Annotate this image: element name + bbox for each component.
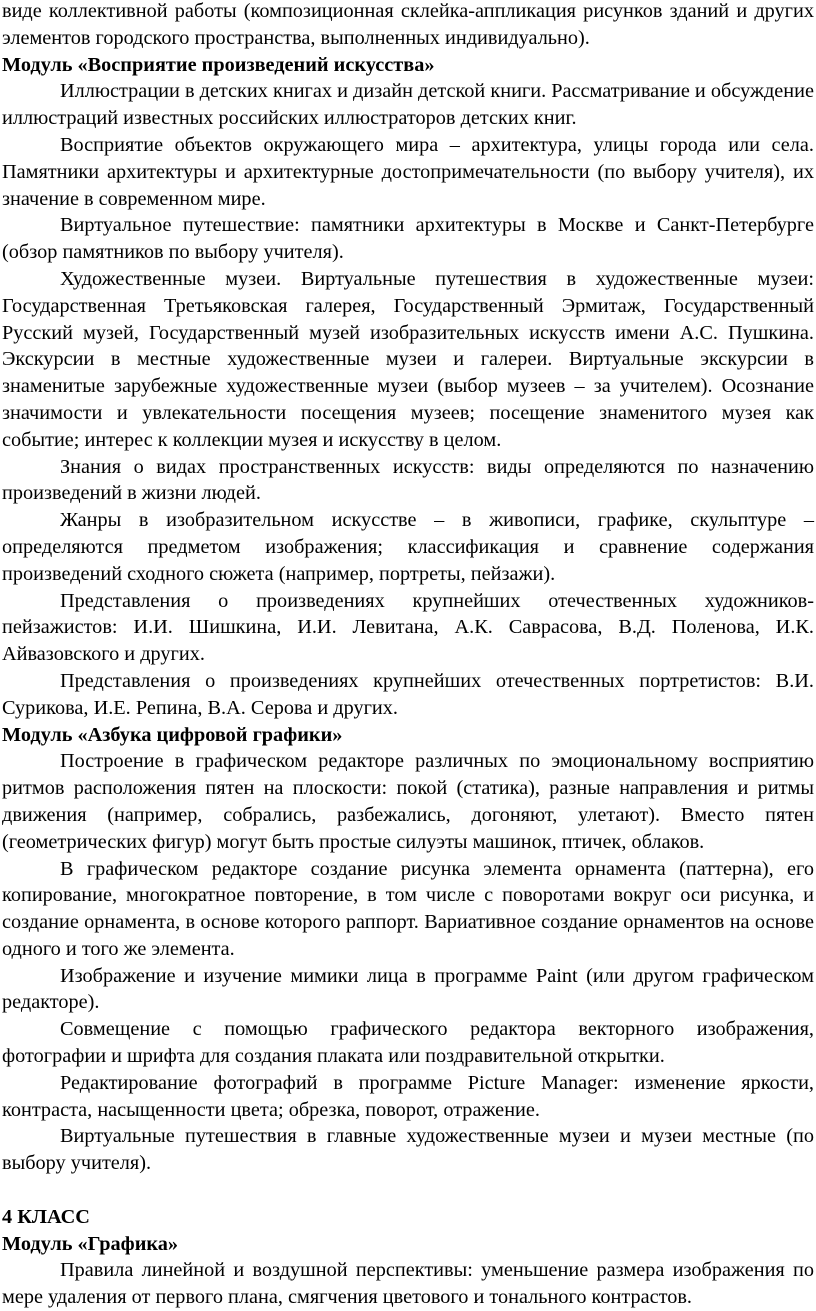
paragraph: В графическом редакторе создание рисунка элемента орнамента (паттерна), его копирование, многократное повторение, в том числе с поворотами вокруг оси рисунка, и создание орнамента, в основе которого раппорт. Вариативное создание орнаментов на основе одного и того же элемента.	[2, 857, 814, 960]
paragraph: Жанры в изобразительном искусстве – в живописи, графике, скульптуре – определяются предметом изображения; классификация и сравнение содержания произведений сходного сюжета (например, портреты, пейзажи).	[2, 509, 814, 585]
paragraph: Правила линейной и воздушной перспективы: уменьшение размера изображения по мере удаления от первого плана, смягчения цветового и тонального контрастов.	[2, 1259, 814, 1309]
paragraph: Редактирование фотографий в программе Picture Manager: изменение яркости, контраста, насыщенности цвета; обрезка, поворот, отражение.	[2, 1071, 814, 1121]
paragraph: Иллюстрации в детских книгах и дизайн детской книги. Рассматривание и обсуждение иллюстраций известных российских иллюстраторов детских книг.	[2, 80, 814, 130]
paragraph: Построение в графическом редакторе различных по эмоциональному восприятию ритмов расположения пятен на плоскости: покой (статика), разные направления и ритмы движения (например, собрались, разбежались, догоняют, улетают). Вместо пятен (геометрических фигур) могут быть простые силуэты машинок, птичек, облаков.	[2, 750, 814, 853]
paragraph: Изображение и изучение мимики лица в программе Paint (или другом графическом редакторе).	[2, 964, 814, 1014]
paragraph: Представления о произведениях крупнейших отечественных портретистов: В.И. Сурикова, И.Е. Репина, В.А. Серова и других.	[2, 669, 814, 719]
paragraph-continuation: виде коллективной работы (композиционная склейка-аппликация рисунков зданий и других элементов городского пространства, выполненных индивидуально).	[2, 0, 814, 49]
grade-heading: 4 КЛАСС	[2, 1205, 90, 1228]
document-body	[2, 0, 814, 1311]
paragraph: Совмещение с помощью графического редактора векторного изображения, фотографии и шрифта для создания плаката или поздравительной открытки.	[2, 1018, 814, 1068]
module-heading-graphics: Модуль «Графика»	[2, 1232, 179, 1255]
module-heading-digital-graphics: Модуль «Азбука цифровой графики»	[2, 723, 343, 746]
blank-line	[2, 1177, 814, 1204]
paragraph: Знания о видах пространственных искусств: виды определяются по назначению произведений в жизни людей.	[2, 455, 814, 505]
paragraph: Виртуальные путешествия в главные художественные музеи и музеи местные (по выбору учителя).	[2, 1125, 814, 1175]
module-heading-perception: Модуль «Восприятие произведений искусства»	[2, 53, 435, 76]
paragraph: Художественные музеи. Виртуальные путешествия в художественные музеи: Государственная Третьяковская галерея, Государственный Эрмитаж, Государственный Русский музей, Государственный музей изобразительных искусств имени А.С. Пушкина. Экскурсии в местные художественные музеи и галереи. Виртуальные экскурсии в знаменитые зарубежные художественные музеи (выбор музеев – за учителем). Осознание значимости и увлекательности посещения музеев; посещение знаменитого музея как событие; интерес к коллекции музея и искусству в целом.	[2, 267, 814, 451]
paragraph: Представления о произведениях крупнейших отечественных художников-пейзажистов: И.И. Шишкина, И.И. Левитана, А.К. Саврасова, В.Д. Поленова, И.К. Айвазовского и других.	[2, 589, 814, 666]
paragraph: Виртуальное путешествие: памятники архитектуры в Москве и Санкт-Петербурге (обзор памятников по выбору учителя).	[2, 214, 814, 264]
paragraph: Восприятие объектов окружающего мира – архитектура, улицы города или села. Памятники архитектуры и архитектурные достопримечательности (по выбору учителя), их значение в современном мире.	[2, 133, 814, 210]
